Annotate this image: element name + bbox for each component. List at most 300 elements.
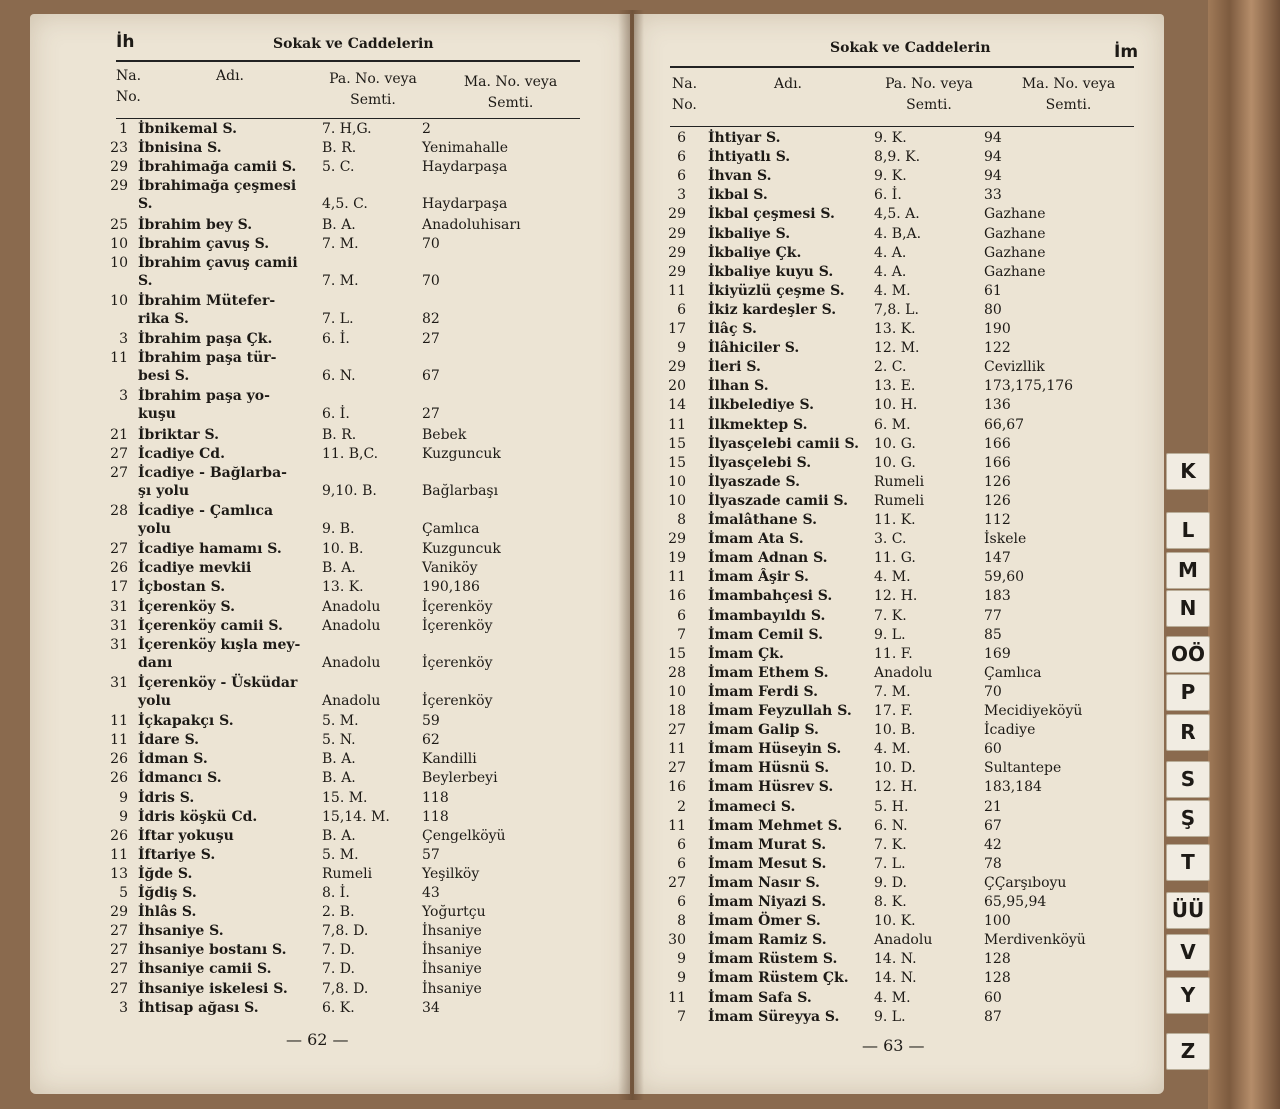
street-name: İmam Mehmet S. xyxy=(708,817,843,834)
entry-number: 2 xyxy=(677,798,686,815)
ma-number: 27 xyxy=(422,331,440,348)
pa-number: 8,9. K. xyxy=(874,149,921,166)
table-row xyxy=(634,549,1194,568)
ma-number: 21 xyxy=(984,798,1002,815)
street-name: İdare S. xyxy=(138,732,200,749)
header-rule xyxy=(670,126,1134,127)
pa-number: 4. A. xyxy=(874,263,907,280)
table-row xyxy=(634,740,1194,759)
header-no: Na. No. xyxy=(672,76,698,113)
thumb-index-tab[interactable]: S xyxy=(1166,761,1210,798)
ma-number: Çamlıca xyxy=(984,664,1042,681)
entry-number: 23 xyxy=(110,140,128,157)
pa-number: 9. K. xyxy=(874,130,907,146)
ma-number: 65,95,94 xyxy=(984,894,1047,910)
street-name: İmam Ömer S. xyxy=(708,913,821,930)
street-name: İkbaliye Çk. xyxy=(708,244,802,261)
pa-number: 17. F. xyxy=(874,703,913,719)
pa-number: 9. K. xyxy=(874,168,907,185)
street-name-continued: yolu xyxy=(138,692,171,709)
pa-number: 11. B,C. xyxy=(322,445,379,462)
table-row xyxy=(30,903,590,922)
table-row xyxy=(634,568,1194,587)
ma-number: 59,60 xyxy=(984,569,1025,586)
ma-number: 70 xyxy=(422,235,440,252)
thumb-index-tab[interactable]: P xyxy=(1166,674,1210,711)
ma-number: Kandilli xyxy=(422,751,477,768)
thumb-index-tab[interactable]: Y xyxy=(1166,977,1210,1014)
ma-number: 85 xyxy=(984,626,1002,643)
table-row xyxy=(634,492,1194,511)
ma-number: 128 xyxy=(984,951,1011,968)
running-head: Sokak ve Caddelerin xyxy=(273,36,434,52)
pa-number: 7,8. D. xyxy=(322,980,369,997)
street-name: İlhan S. xyxy=(708,378,769,395)
street-name: İhsaniye bostanı S. xyxy=(138,942,287,959)
thumb-index-tab[interactable]: Ş xyxy=(1166,800,1210,837)
street-name: İbriktar S. xyxy=(138,426,220,443)
pa-number: 4,5. A. xyxy=(874,206,920,223)
ma-number: Yenimahalle xyxy=(422,140,509,157)
table-row xyxy=(634,416,1194,435)
pa-number: 3. C. xyxy=(874,531,907,548)
street-name: İbrahim Mütefer- xyxy=(138,292,276,309)
ma-number: İhsaniye xyxy=(422,961,482,978)
ma-number: 70 xyxy=(984,683,1002,700)
street-name-continued: S. xyxy=(138,272,153,289)
table-row xyxy=(30,769,590,788)
thumb-index-tab[interactable]: ÜÜ xyxy=(1166,892,1210,929)
pa-number: 5. M. xyxy=(322,713,359,730)
entry-number: 11 xyxy=(668,416,686,433)
entry-number: 16 xyxy=(668,588,686,605)
ma-number: 42 xyxy=(984,836,1002,853)
pa-number: 7. M. xyxy=(322,235,359,252)
table-row xyxy=(634,148,1194,167)
street-name: İmam Cemil S. xyxy=(708,626,823,643)
ma-number: Çamlıca xyxy=(422,521,480,537)
table-row xyxy=(634,263,1194,282)
entry-number: 10 xyxy=(668,473,686,490)
pa-number: 15,14. M. xyxy=(322,808,390,825)
table-row xyxy=(30,980,590,999)
entry-number: 29 xyxy=(668,225,686,242)
street-name-continued: kuşu xyxy=(138,406,176,423)
entry-number: 10 xyxy=(110,235,128,252)
street-name: İğde S. xyxy=(138,865,193,882)
entry-number: 9 xyxy=(677,340,686,357)
thumb-index-tab[interactable]: Z xyxy=(1166,1033,1210,1070)
street-name: İlyaszade camii S. xyxy=(708,492,848,509)
ma-number: 66,67 xyxy=(984,416,1025,433)
ma-number: İcadiye xyxy=(984,722,1036,739)
ma-number: 128 xyxy=(984,970,1011,987)
table-row xyxy=(30,941,590,960)
ma-number: Bağlarbaşı xyxy=(422,482,499,499)
entry-number: 21 xyxy=(110,426,128,443)
entry-number: 16 xyxy=(668,779,686,796)
table-row xyxy=(30,598,590,617)
pa-number: 7,8. L. xyxy=(874,301,919,318)
ma-number: Cevizllik xyxy=(984,359,1045,376)
pa-number: 8. İ. xyxy=(322,885,350,901)
table-row xyxy=(634,225,1194,244)
entry-number: 9 xyxy=(119,808,128,825)
entry-number: 11 xyxy=(668,282,686,299)
street-name: İmam Süreyya S. xyxy=(708,1008,840,1025)
street-name: İmam Safa S. xyxy=(708,989,812,1006)
thumb-index-tab[interactable]: V xyxy=(1166,934,1210,971)
header-name: Adı. xyxy=(774,76,802,92)
street-name: İcadiye - Çamlıca xyxy=(138,503,274,519)
ma-number: Haydarpaşa xyxy=(422,159,508,176)
ma-number: 70 xyxy=(422,272,440,289)
street-name: İlkbelediye S. xyxy=(708,397,814,414)
table-row xyxy=(634,798,1194,817)
pa-number: B. A. xyxy=(322,827,356,844)
ma-number: 33 xyxy=(984,187,1002,204)
street-name-continued: danı xyxy=(138,654,173,671)
entry-number: 9 xyxy=(119,789,128,806)
table-row xyxy=(30,120,590,139)
page-number: — 63 — xyxy=(862,1036,925,1055)
table-row xyxy=(30,827,590,846)
pa-number: 6. N. xyxy=(874,817,908,834)
street-name: İdris S. xyxy=(138,789,195,806)
ma-number: Haydarpaşa xyxy=(422,196,508,213)
table-row xyxy=(634,167,1194,186)
table-row xyxy=(634,778,1194,797)
entry-number: 11 xyxy=(110,713,128,730)
entry-number: 27 xyxy=(110,923,128,940)
entry-number: 1 xyxy=(119,121,128,137)
ma-number: 147 xyxy=(984,550,1011,567)
entry-number: 31 xyxy=(110,636,128,653)
pa-number: B. A. xyxy=(322,751,356,768)
street-name: İmam Ethem S. xyxy=(708,664,829,681)
street-name: İmam Mesut S. xyxy=(708,855,827,872)
ma-number: İçerenköy xyxy=(422,692,493,709)
pa-number: 7. M. xyxy=(322,272,359,289)
entry-number: 11 xyxy=(668,569,686,586)
table-row xyxy=(30,846,590,865)
book-gutter xyxy=(618,10,644,1100)
top-rule xyxy=(116,60,580,62)
ma-number: 94 xyxy=(984,149,1002,166)
ma-number: 118 xyxy=(422,789,449,806)
table-row xyxy=(30,540,590,559)
ma-number: Beylerbeyi xyxy=(422,770,498,787)
pa-number: 10. D. xyxy=(874,760,916,777)
street-name: İbrahim paşa yo- xyxy=(138,388,270,405)
street-name: İdmancı S. xyxy=(138,770,222,787)
ma-number: 60 xyxy=(984,741,1002,758)
table-row xyxy=(30,789,590,808)
street-name-continued: besi S. xyxy=(138,368,190,385)
ma-number: Kuzguncuk xyxy=(422,445,501,462)
ma-number: ÇÇarşıboyu xyxy=(984,874,1067,891)
ma-number: Kuzguncuk xyxy=(422,541,501,558)
street-name: İçerenköy kışla mey- xyxy=(138,636,301,653)
table-row xyxy=(634,969,1194,988)
street-name: İmam Nasır S. xyxy=(708,874,820,891)
table-row xyxy=(634,358,1194,377)
ma-number: Bebek xyxy=(422,426,467,443)
pa-number: 4. M. xyxy=(874,282,911,299)
entry-number: 31 xyxy=(110,598,128,615)
pa-number: 5. M. xyxy=(322,846,359,863)
pa-number: Anadolu xyxy=(322,617,381,634)
table-row xyxy=(30,922,590,941)
street-name: İçerenköy - Üsküdar xyxy=(138,674,298,691)
street-name: İbrahim paşa Çk. xyxy=(138,331,273,348)
entry-number: 6 xyxy=(677,301,686,318)
ma-number: İçerenköy xyxy=(422,598,493,615)
entry-number: 10 xyxy=(668,492,686,509)
street-name: İlyasçelebi camii S. xyxy=(708,435,859,452)
street-name: İçerenköy camii S. xyxy=(138,617,283,634)
entry-number: 14 xyxy=(668,397,686,414)
header-name: Adı. xyxy=(216,68,244,84)
street-name: İmam Ata S. xyxy=(708,531,804,548)
pa-number: 12. M. xyxy=(874,340,920,357)
pa-number: Rumeli xyxy=(874,473,925,490)
table-row xyxy=(30,139,590,158)
table-row xyxy=(634,664,1194,683)
thumb-index-tab[interactable]: OÖ xyxy=(1166,636,1210,673)
table-row xyxy=(634,320,1194,339)
thumb-index-tab[interactable]: M xyxy=(1166,552,1210,589)
entry-number: 27 xyxy=(110,464,128,481)
ma-number: 57 xyxy=(422,846,440,863)
pa-number: B. A. xyxy=(322,770,356,787)
street-name: İftar yokuşu xyxy=(138,827,234,844)
entry-number: 3 xyxy=(119,388,128,405)
ma-number: 94 xyxy=(984,168,1002,185)
street-name: İhlâs S. xyxy=(138,904,197,921)
street-name: İkiz kardeşler S. xyxy=(708,301,837,318)
street-name: İhtiyar S. xyxy=(708,130,781,146)
table-row xyxy=(30,808,590,827)
pa-number: 7. L. xyxy=(874,855,906,872)
street-name: İmam Hüseyin S. xyxy=(708,741,842,758)
right-page xyxy=(634,14,1164,1094)
entry-number: 11 xyxy=(110,350,128,367)
entry-number: 31 xyxy=(110,617,128,634)
pa-number: 2. B. xyxy=(322,904,355,921)
ma-number: 100 xyxy=(984,913,1011,930)
entry-number: 13 xyxy=(110,865,128,882)
pa-number: 13. E. xyxy=(874,378,916,395)
street-name-continued: rika S. xyxy=(138,310,189,327)
pa-number: 5. H. xyxy=(874,798,909,815)
ma-number: 80 xyxy=(984,301,1002,318)
pa-number: 9. D. xyxy=(874,874,907,891)
pa-number: 13. K. xyxy=(322,579,364,596)
entry-number: 28 xyxy=(668,664,686,681)
pa-number: 7. K. xyxy=(874,607,907,624)
street-name: İhvan S. xyxy=(708,168,772,185)
table-row xyxy=(634,683,1194,702)
ma-number: 118 xyxy=(422,808,449,825)
thumb-index-tab[interactable]: T xyxy=(1166,844,1210,881)
street-name: İcadiye mevkii xyxy=(138,560,252,577)
pa-number: 7. D. xyxy=(322,942,355,959)
street-name: İkbaliye kuyu S. xyxy=(708,263,834,280)
ma-number: 183 xyxy=(984,588,1011,605)
street-name: İğdiş S. xyxy=(138,885,197,901)
entry-number: 3 xyxy=(119,331,128,348)
thumb-index-tab[interactable]: N xyxy=(1166,590,1210,627)
street-name: İmam Hüsrev S. xyxy=(708,779,834,796)
table-row xyxy=(634,702,1194,721)
street-name: İlyaszade S. xyxy=(708,473,801,490)
pa-number: 9. L. xyxy=(874,1008,906,1025)
thumb-index-tab[interactable]: K xyxy=(1166,453,1210,490)
entry-number: 30 xyxy=(668,932,686,949)
ma-number: İhsaniye xyxy=(422,923,482,940)
pa-number: 10. B. xyxy=(322,541,364,558)
table-row xyxy=(634,435,1194,454)
pa-number: B. A. xyxy=(322,560,356,577)
entry-number: 9 xyxy=(677,970,686,987)
pa-number: 6. İ. xyxy=(322,406,350,423)
table-row xyxy=(634,989,1194,1008)
pa-number: 9. B. xyxy=(322,521,355,537)
header-pa: Pa. No. veya Semti. xyxy=(329,71,417,108)
table-row xyxy=(634,282,1194,301)
street-name-continued: S. xyxy=(138,196,153,213)
entry-number: 9 xyxy=(677,951,686,968)
pa-number: 5. N. xyxy=(322,732,356,749)
ma-number: Vaniköy xyxy=(422,560,478,577)
entry-number: 3 xyxy=(119,999,128,1016)
ma-number: Mecidiyeköyü xyxy=(984,703,1083,719)
table-row xyxy=(30,254,590,289)
street-name: İmam Ramiz S. xyxy=(708,932,827,949)
table-row xyxy=(634,836,1194,855)
entry-number: 11 xyxy=(668,741,686,758)
table-row xyxy=(30,426,590,445)
pa-number: 5. C. xyxy=(322,159,355,176)
entry-number: 28 xyxy=(110,503,128,519)
street-name: İlkmektep S. xyxy=(708,416,808,433)
entry-number: 27 xyxy=(668,722,686,739)
ma-number: İçerenköy xyxy=(422,654,493,671)
pa-number: 10. K. xyxy=(874,913,916,930)
thumb-index-tab[interactable]: R xyxy=(1166,714,1210,751)
table-row xyxy=(634,950,1194,969)
pa-number: 4,5. C. xyxy=(322,196,368,213)
entry-number: 20 xyxy=(668,378,686,395)
table-row xyxy=(634,759,1194,778)
street-name: İftariye S. xyxy=(138,846,216,863)
table-row xyxy=(30,235,590,254)
ma-number: 60 xyxy=(984,989,1002,1006)
pa-number: 7,8. D. xyxy=(322,923,369,940)
pa-number: 4. A. xyxy=(874,244,907,261)
header-rule xyxy=(116,118,580,119)
street-name: İmam Galip S. xyxy=(708,722,819,739)
pa-number: 2. C. xyxy=(874,359,907,376)
street-name: İhsaniye camii S. xyxy=(138,961,272,978)
ma-number: 61 xyxy=(984,282,1002,299)
entry-number: 29 xyxy=(110,904,128,921)
street-name-continued: yolu xyxy=(138,521,171,537)
pa-number: Anadolu xyxy=(322,692,381,709)
entry-number: 26 xyxy=(110,827,128,844)
ma-number: 87 xyxy=(984,1008,1002,1025)
ma-number: Çengelköyü xyxy=(422,827,506,844)
ma-number: 166 xyxy=(984,454,1011,471)
ma-number: 136 xyxy=(984,397,1011,414)
street-name: İlâhiciler S. xyxy=(708,340,800,357)
entry-number: 29 xyxy=(110,159,128,176)
pa-number: 10. B. xyxy=(874,722,916,739)
entry-number: 10 xyxy=(110,292,128,309)
ma-number: 43 xyxy=(422,885,440,901)
entry-number: 25 xyxy=(110,216,128,233)
entry-number: 6 xyxy=(677,894,686,910)
table-row xyxy=(634,530,1194,549)
ma-number: 62 xyxy=(422,732,440,749)
ma-number: İçerenköy xyxy=(422,617,493,634)
street-name: İdman S. xyxy=(138,751,208,768)
ma-number: 126 xyxy=(984,492,1011,509)
pa-number: 4. M. xyxy=(874,989,911,1006)
pa-number: 15. M. xyxy=(322,789,368,806)
header-pa: Pa. No. veya Semti. xyxy=(885,76,973,113)
entry-number: 27 xyxy=(110,445,128,462)
street-name: İmam Feyzullah S. xyxy=(708,703,852,719)
street-name: İcadiye - Bağlarba- xyxy=(138,464,287,481)
entry-number: 10 xyxy=(110,254,128,271)
pa-number: 11. K. xyxy=(874,512,916,528)
table-row xyxy=(30,960,590,979)
entry-number: 26 xyxy=(110,751,128,768)
pa-number: 10. H. xyxy=(874,397,918,414)
entry-number: 11 xyxy=(110,846,128,863)
pa-number: 7. M. xyxy=(874,683,911,700)
ma-number: 67 xyxy=(984,817,1002,834)
street-name: İhtisap ağası S. xyxy=(138,999,259,1016)
street-name: İcadiye Cd. xyxy=(138,445,225,462)
table-row xyxy=(30,750,590,769)
book-edge xyxy=(1208,0,1280,1109)
street-name: İçbostan S. xyxy=(138,579,226,596)
street-name: İmam Rüstem S. xyxy=(708,951,838,968)
table-row xyxy=(634,855,1194,874)
ma-number: Yeşilköy xyxy=(422,865,480,882)
thumb-index-tab[interactable]: L xyxy=(1166,512,1210,549)
entry-number: 5 xyxy=(119,885,128,901)
table-row xyxy=(634,721,1194,740)
street-name: İleri S. xyxy=(708,359,761,376)
street-name: İbrahim çavuş camii xyxy=(138,254,298,271)
entry-number: 29 xyxy=(668,206,686,223)
entry-number: 27 xyxy=(668,760,686,777)
table-row xyxy=(30,559,590,578)
entry-number: 18 xyxy=(668,703,686,719)
index-letter: İh xyxy=(116,32,135,52)
table-row xyxy=(634,645,1194,664)
pa-number: Rumeli xyxy=(322,865,373,882)
street-name: İmam Hüsnü S. xyxy=(708,760,830,777)
street-name: İbrahim bey S. xyxy=(138,216,253,233)
entry-number: 6 xyxy=(677,130,686,146)
pa-number: B. R. xyxy=(322,140,357,157)
table-row xyxy=(30,578,590,597)
